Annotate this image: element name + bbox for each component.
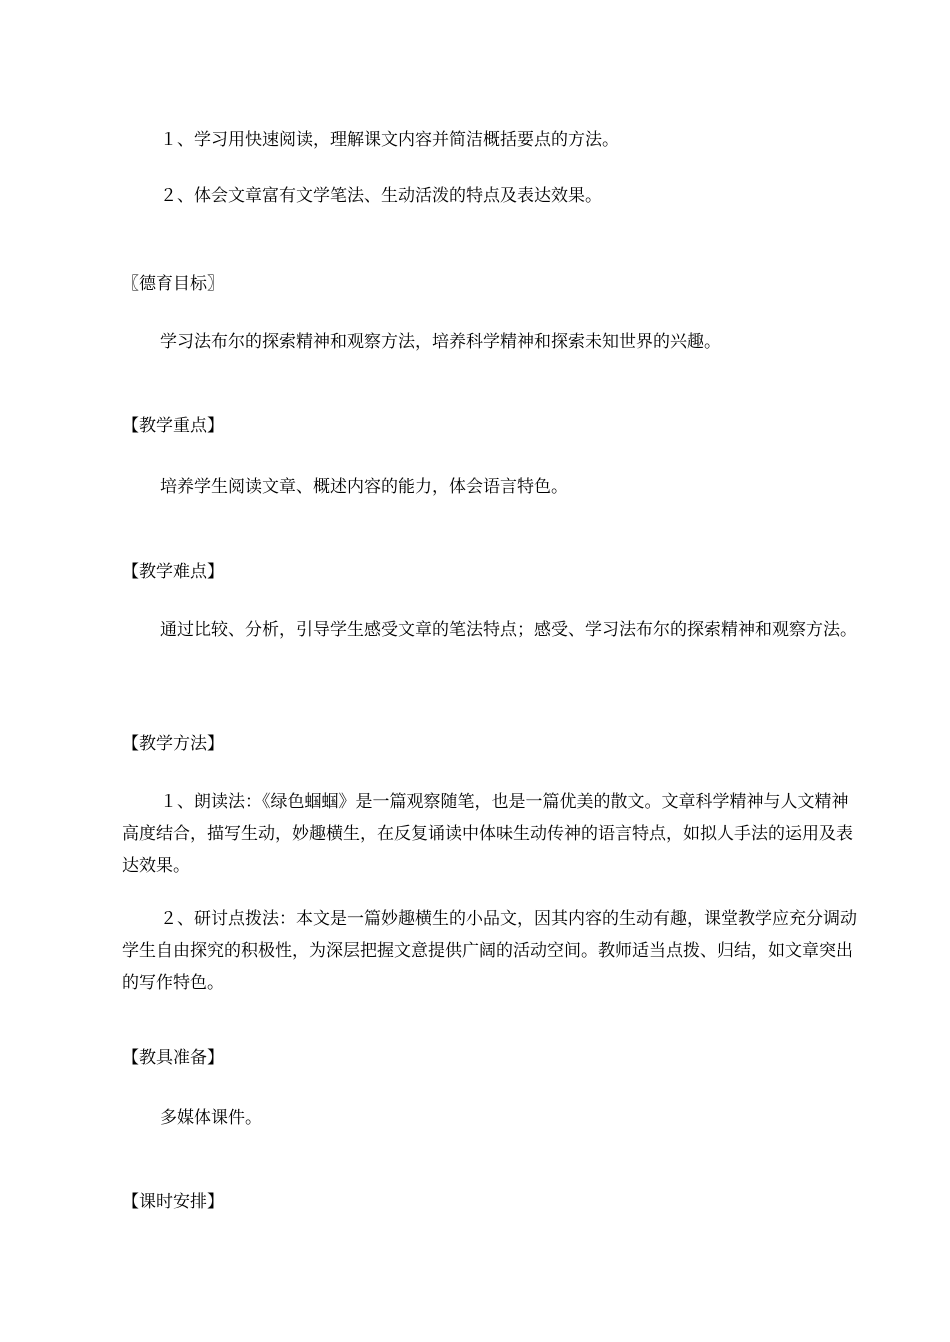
difficult-points-text: 通过比较、分析，引导学生感受文章的笔法特点；感受、学习法布尔的探索精神和观察方法。: [160, 620, 857, 640]
difficult-points-heading: 【教学难点】: [122, 562, 224, 582]
method-item-1: １、朗读法：《绿色蝈蝈》是一篇观察随笔，也是一篇优美的散文。文章科学精神与人文精神高度结合，描写生动，妙趣横生，在反复诵读中体味生动传神的语言特点，如拟人手法的运用及表达效果。: [122, 792, 853, 876]
objective-1: １、学习用快速阅读，理解课文内容并简洁概括要点的方法。: [160, 130, 619, 150]
moral-goal-text: 学习法布尔的探索精神和观察方法，培养科学精神和探索未知世界的兴趣。: [160, 332, 721, 352]
method-item-2: ２、研讨点拨法：本文是一篇妙趣横生的小品文，因其内容的生动有趣，课堂教学应充分调动学生自由探究的积极性，为深层把握文意提供广阔的活动空间。教师适当点拨、归结，如文章突出的写作特色。: [122, 909, 857, 993]
moral-goal-heading: 〖德育目标〗: [122, 274, 224, 294]
schedule-heading: 【课时安排】: [122, 1192, 224, 1212]
key-points-text: 培养学生阅读文章、概述内容的能力，体会语言特色。: [160, 477, 568, 497]
teaching-aids-heading: 【教具准备】: [122, 1048, 224, 1068]
methods-heading: 【教学方法】: [122, 734, 224, 754]
key-points-heading: 【教学重点】: [122, 416, 224, 436]
teaching-aids-text: 多媒体课件。: [160, 1108, 262, 1128]
objective-2: ２、体会文章富有文学笔法、生动活泼的特点及表达效果。: [160, 186, 602, 206]
